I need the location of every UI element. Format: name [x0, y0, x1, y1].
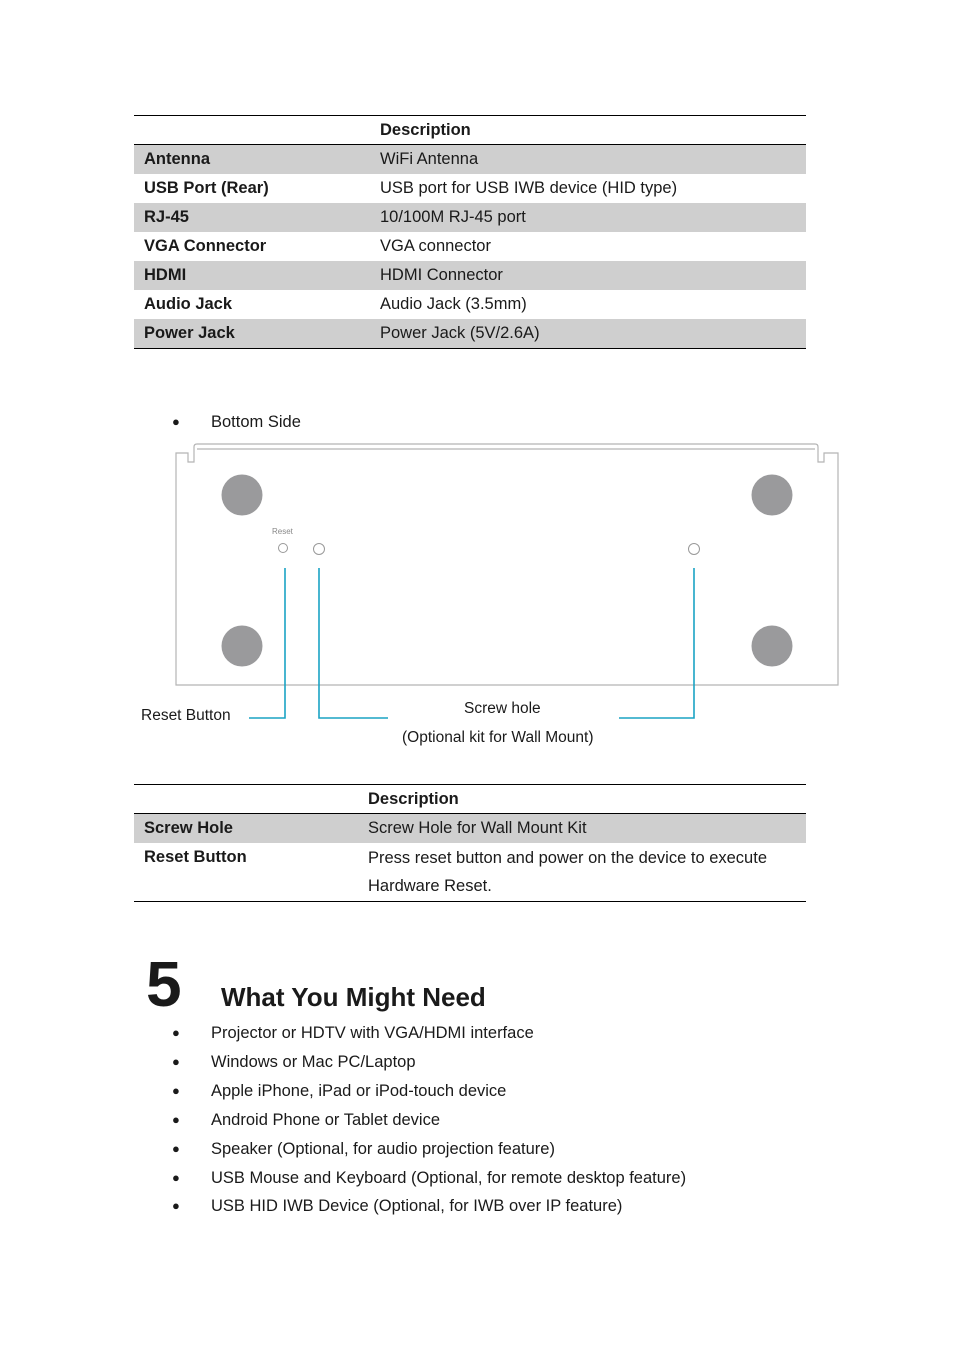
- row-name: Audio Jack: [144, 295, 233, 313]
- screw-hole-callout: Screw hole: [464, 700, 541, 717]
- foot-pad-bottom-right: [752, 626, 793, 667]
- list-item-text: Android Phone or Tablet device: [211, 1111, 441, 1129]
- ports-table-header: [134, 115, 806, 145]
- table-bottom-rule: [134, 348, 806, 349]
- bullet-dot-icon: ●: [172, 1170, 180, 1185]
- ports-table: [134, 115, 806, 349]
- row-description: Screw Hole for Wall Mount Kit: [368, 819, 587, 837]
- table-bottom-rule: [134, 901, 806, 902]
- row-description: HDMI Connector: [380, 266, 503, 284]
- row-name: Screw Hole: [144, 819, 233, 837]
- bullet-dot-icon: ●: [172, 414, 180, 429]
- row-name: Reset Button: [144, 848, 247, 866]
- list-item-text: Speaker (Optional, for audio projection feature): [211, 1140, 555, 1158]
- bullet-dot-icon: ●: [172, 1198, 180, 1213]
- bullet-dot-icon: ●: [172, 1025, 180, 1040]
- screw-hole-left: [314, 544, 325, 555]
- table-row: [134, 203, 806, 232]
- row-description: VGA connector: [380, 237, 491, 255]
- row-name: Antenna: [144, 150, 210, 168]
- row-description: 10/100M RJ-45 port: [380, 208, 526, 226]
- reset-small-label: Reset: [272, 527, 293, 536]
- list-item-text: Windows or Mac PC/Laptop: [211, 1053, 416, 1071]
- foot-pad-top-right: [752, 475, 793, 516]
- callout-lines: [249, 568, 694, 718]
- list-item-text: USB HID IWB Device (Optional, for IWB over IP feature): [211, 1197, 623, 1215]
- table-row: [134, 232, 806, 261]
- screw-hole-right: [689, 544, 700, 555]
- row-description: Audio Jack (3.5mm): [380, 295, 527, 313]
- list-item-text: Apple iPhone, iPad or iPod-touch device: [211, 1082, 507, 1100]
- table-row: [134, 843, 806, 901]
- screw-hole-note: (Optional kit for Wall Mount): [402, 729, 594, 746]
- table-row: [134, 290, 806, 319]
- row-description: Press reset button and power on the device to execute Hardware Reset.: [368, 849, 767, 895]
- list-item-text: USB Mouse and Keyboard (Optional, for remote desktop feature): [211, 1169, 687, 1187]
- table-row: [134, 814, 806, 843]
- bottom-parts-table-header: [134, 784, 806, 814]
- row-name: RJ-45: [144, 208, 189, 226]
- table-row: [134, 261, 806, 290]
- bullet-text: Bottom Side: [211, 413, 301, 431]
- description-header: Description: [380, 121, 471, 139]
- table-row: [134, 145, 806, 174]
- row-name: Power Jack: [144, 324, 235, 342]
- foot-pad-top-left: [222, 475, 263, 516]
- row-name: USB Port (Rear): [144, 179, 269, 197]
- row-name: HDMI: [144, 266, 187, 284]
- bottom-parts-table: [134, 784, 806, 902]
- list-item-text: Projector or HDTV with VGA/HDMI interface: [211, 1024, 534, 1042]
- row-description: Power Jack (5V/2.6A): [380, 324, 540, 342]
- chapter-number: 5: [146, 948, 182, 1020]
- foot-pad-bottom-left: [222, 626, 263, 667]
- bullet-dot-icon: ●: [172, 1141, 180, 1156]
- row-description: WiFi Antenna: [380, 150, 479, 168]
- row-name: VGA Connector: [144, 237, 267, 255]
- reset-button-callout: Reset Button: [141, 707, 231, 724]
- reset-button-hole: [279, 544, 288, 553]
- bullet-dot-icon: ●: [172, 1083, 180, 1098]
- device-outline: [176, 444, 838, 685]
- description-header: Description: [368, 790, 459, 808]
- bullet-dot-icon: ●: [172, 1112, 180, 1127]
- table-row: [134, 174, 806, 203]
- table-row: [134, 319, 806, 348]
- chapter-title: What You Might Need: [221, 982, 486, 1012]
- bullet-dot-icon: ●: [172, 1054, 180, 1069]
- row-description: USB port for USB IWB device (HID type): [380, 179, 678, 197]
